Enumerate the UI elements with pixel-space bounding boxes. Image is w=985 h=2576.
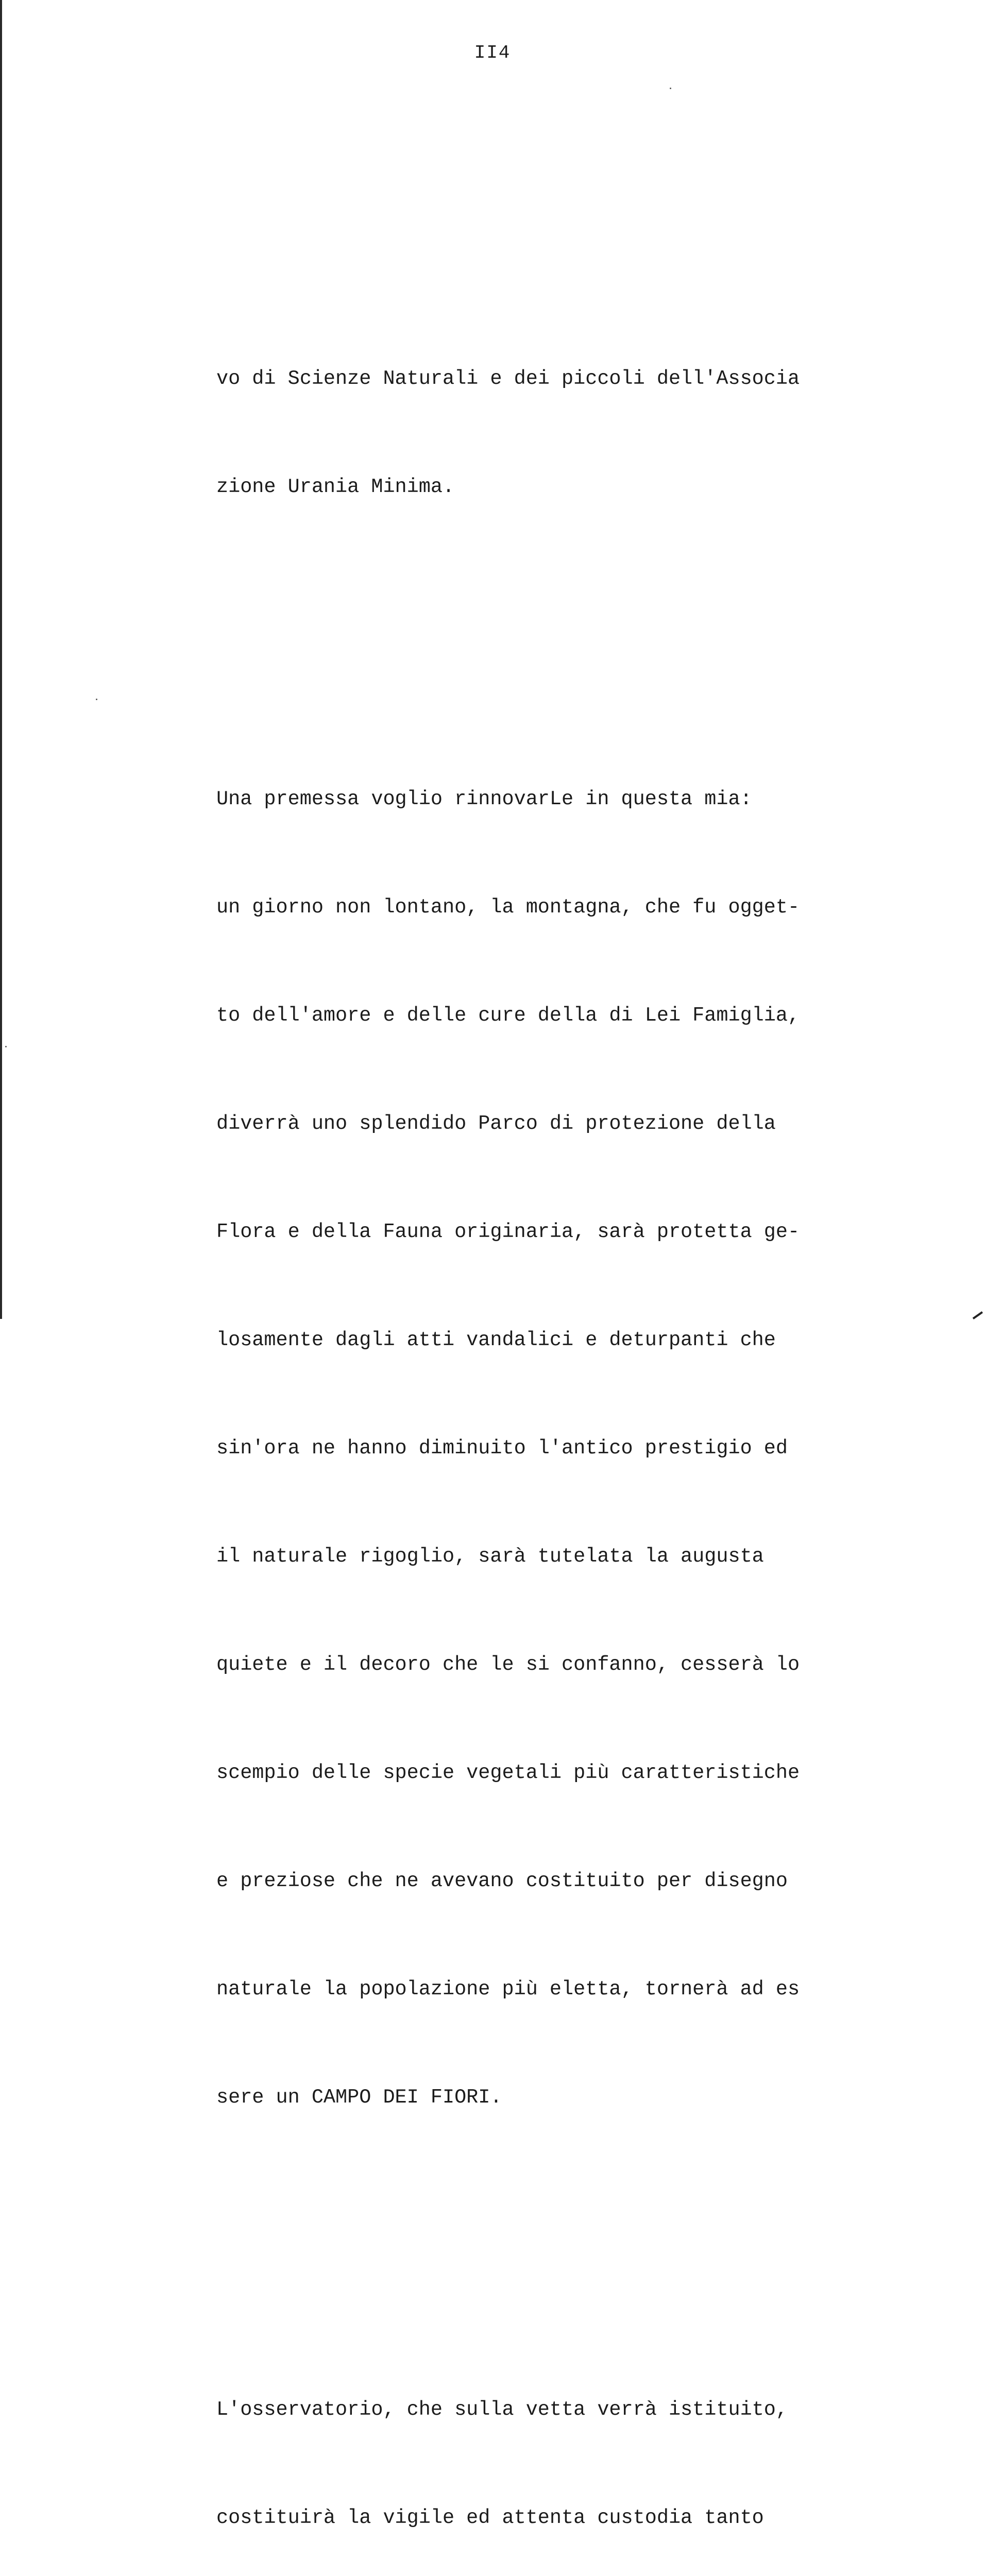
text-line: e preziose che ne avevano costituito per disegno [216,1870,788,1892]
text-line: L'osservatorio, che sulla vetta verrà istituito, [216,2398,788,2421]
text-line: to dell'amore e delle cure della di Lei Famiglia, [216,1004,800,1027]
page-number: II4 [474,42,511,63]
text-line: il naturale rigoglio, sarà tutelata la augusta [216,1545,764,1568]
paper-speck [670,88,671,89]
text-line: zione Urania Minima. [216,476,455,498]
text-line: quiete e il decoro che le si confanno, cesserà lo [216,1653,800,1676]
paragraph-1 [216,289,886,577]
paragraph-3 [216,2319,886,2576]
paragraph-2 [216,709,886,2188]
text-line: diverrà uno splendido Parco di protezione della [216,1112,776,1135]
text-line: sere un CAMPO DEI FIORI. [216,2086,502,2109]
page-binding-edge [0,0,2,1319]
corner-pen-mark [970,1307,983,1319]
text-line: costituirà la vigile ed attenta custodia tanto [216,2506,764,2529]
text-line: naturale la popolazione più eletta, tornerà ad es [216,1978,800,2001]
text-line: un giorno non lontano, la montagna, che fu ogget- [216,896,800,919]
paper-speck [96,699,97,700]
text-line: Una premessa voglio rinnovarLe in questa mia: [216,788,752,810]
text-line: losamente dagli atti vandalici e deturpanti che [216,1329,776,1351]
text-line: sin'ora ne hanno diminuito l'antico prestigio ed [216,1437,788,1460]
text-line: vo di Scienze Naturali e dei piccoli dell'Associa [216,367,800,390]
typewritten-body [216,180,886,2576]
paper-speck [5,1046,7,1047]
text-line: scempio delle specie vegetali più caratteristiche [216,1761,800,1784]
text-line: Flora e della Fauna originaria, sarà protetta ge- [216,1221,800,1243]
